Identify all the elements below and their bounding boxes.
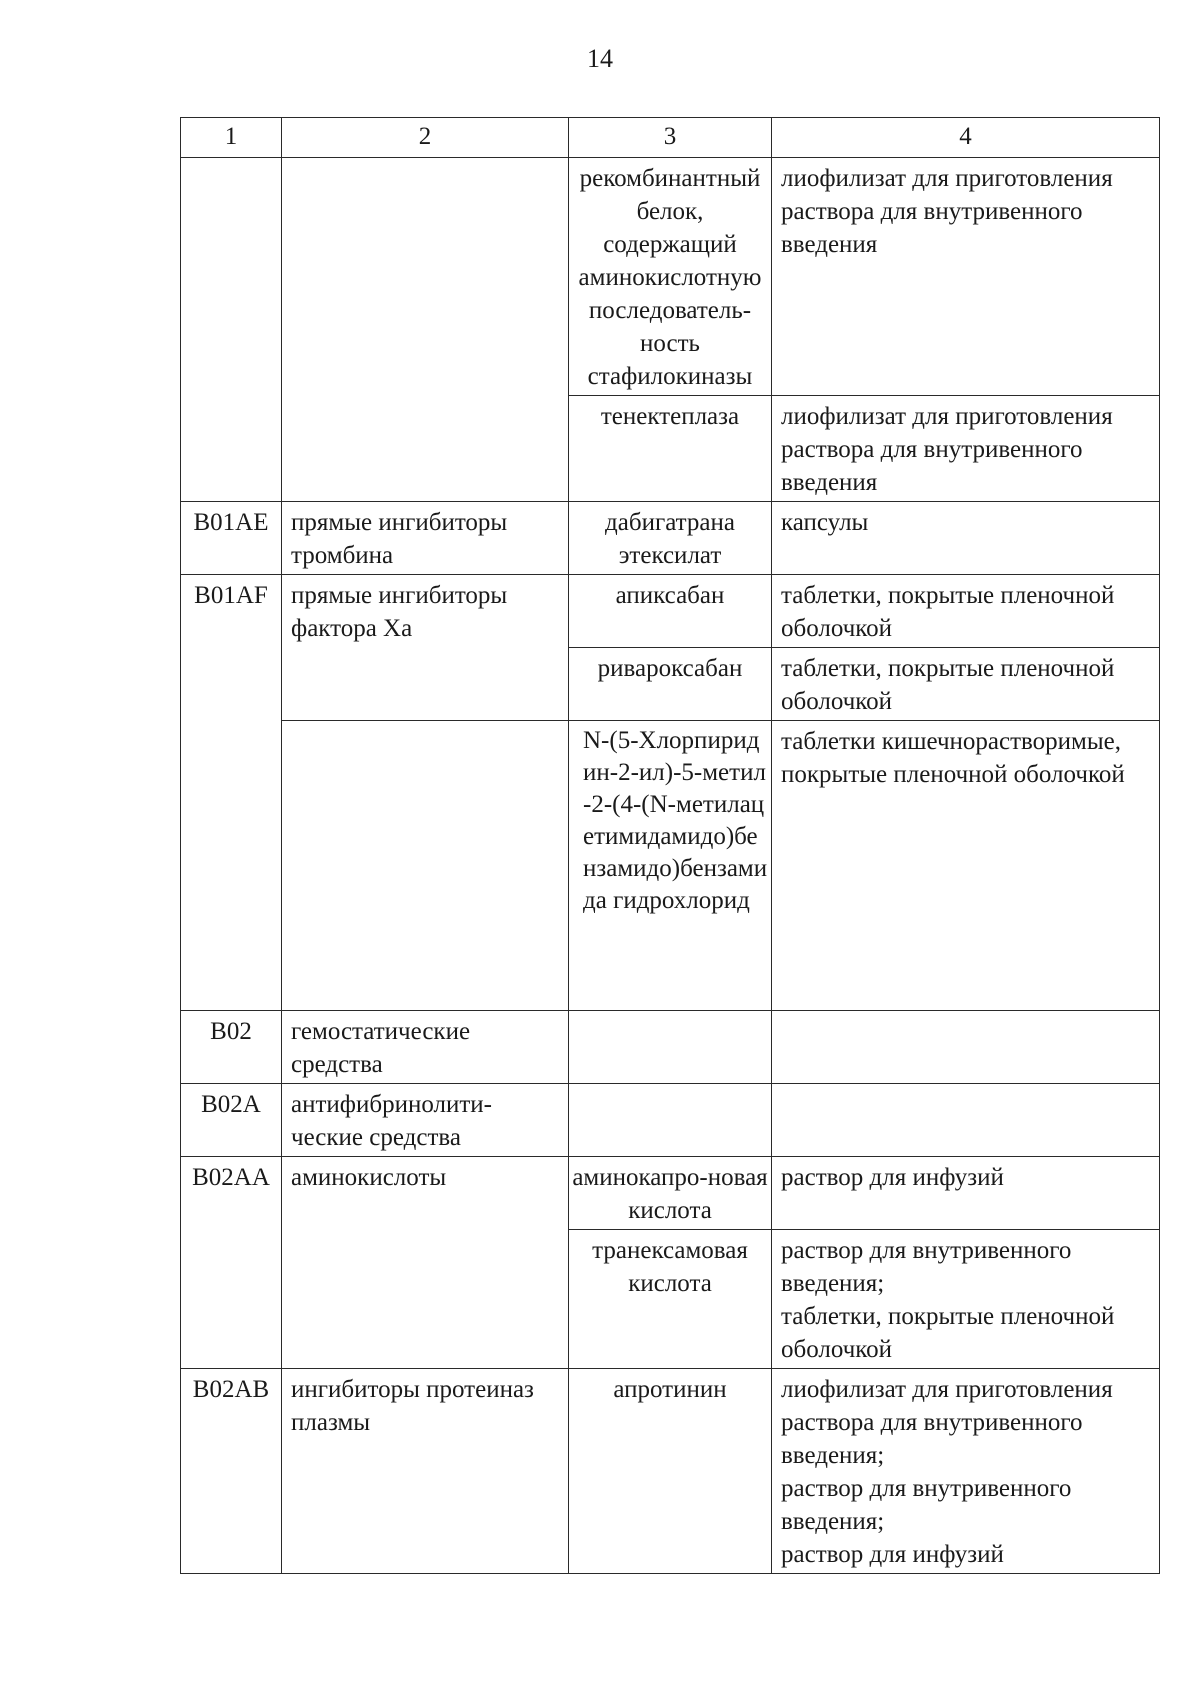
- form-cell: [772, 1230, 1160, 1369]
- code-cell: [181, 158, 282, 502]
- code-cell: B01AF: [181, 575, 282, 1011]
- group-cell: гемостатические средства: [282, 1011, 569, 1084]
- header-col-1: 1: [181, 118, 282, 158]
- code-cell: B01AE: [181, 502, 282, 575]
- table-row: [181, 158, 1160, 396]
- group-cell: прямые ингибиторы фактора Xa: [282, 575, 569, 721]
- substance-cell: аминокапро-новая кислота: [569, 1157, 772, 1230]
- group-cell: [282, 721, 569, 1011]
- substance-cell: [569, 1084, 772, 1157]
- form-cell: [772, 1369, 1160, 1574]
- header-col-3: 3: [569, 118, 772, 158]
- table-row: [181, 502, 1160, 575]
- code-cell: B02AB: [181, 1369, 282, 1574]
- table-row: [181, 1011, 1160, 1084]
- substance-cell: ривароксабан: [569, 648, 772, 721]
- table-row: [181, 1157, 1160, 1230]
- form-line: раствор для инфузий: [781, 1541, 1004, 1568]
- group-cell: [282, 158, 569, 502]
- form-cell: таблетки, покрытые пленочной оболочкой: [772, 648, 1160, 721]
- header-col-4: 4: [772, 118, 1160, 158]
- group-cell: аминокислоты: [282, 1157, 569, 1369]
- form-line: таблетки, покрытые пленочной оболочкой: [781, 1303, 1115, 1363]
- table-row: [181, 721, 1160, 1011]
- form-cell: раствор для инфузий: [772, 1157, 1160, 1230]
- form-line: раствор для внутривенного введения;: [781, 1475, 1072, 1535]
- form-cell: таблетки, покрытые пленочной оболочкой: [772, 575, 1160, 648]
- substance-cell: [569, 1011, 772, 1084]
- substance-cell: апротинин: [569, 1369, 772, 1574]
- form-cell: таблетки кишечнорастворимые, покрытые пленочной оболочкой: [772, 721, 1160, 1011]
- table-header-row: [181, 118, 1160, 158]
- substance-cell: рекомбинантный белок, содержащий аминокислотную последователь-ность стафилокиназы: [569, 158, 772, 396]
- form-cell: [772, 1011, 1160, 1084]
- form-cell: [772, 1084, 1160, 1157]
- substance-cell: апиксабан: [569, 575, 772, 648]
- form-cell: лиофилизат для приготовления раствора для внутривенного введения: [772, 396, 1160, 502]
- code-cell: B02: [181, 1011, 282, 1084]
- page-number: 14: [587, 44, 613, 73]
- code-cell: B02A: [181, 1084, 282, 1157]
- group-cell: антифибринолити-ческие средства: [282, 1084, 569, 1157]
- form-cell: капсулы: [772, 502, 1160, 575]
- group-cell: ингибиторы протеиназ плазмы: [282, 1369, 569, 1574]
- code-cell: B02AA: [181, 1157, 282, 1369]
- group-cell: прямые ингибиторы тромбина: [282, 502, 569, 575]
- header-col-2: 2: [282, 118, 569, 158]
- form-line: раствор для внутривенного введения;: [781, 1237, 1072, 1297]
- substance-cell: транексамовая кислота: [569, 1230, 772, 1369]
- form-line: лиофилизат для приготовления раствора для внутривенного введения;: [781, 1376, 1113, 1469]
- drug-table: [180, 117, 1160, 1574]
- substance-cell: дабигатрана этексилат: [569, 502, 772, 575]
- table-row: [181, 1084, 1160, 1157]
- substance-cell: тенектеплаза: [569, 396, 772, 502]
- substance-cell: N-(5-Хлорпиридин-2-ил)-5-метил-2-(4-(N-метилацетимидамидо)бензамидо)бензамида гидрохлорид: [569, 721, 772, 1011]
- table-row: [181, 1369, 1160, 1574]
- table-row: [181, 575, 1160, 648]
- form-cell: лиофилизат для приготовления раствора для внутривенного введения: [772, 158, 1160, 396]
